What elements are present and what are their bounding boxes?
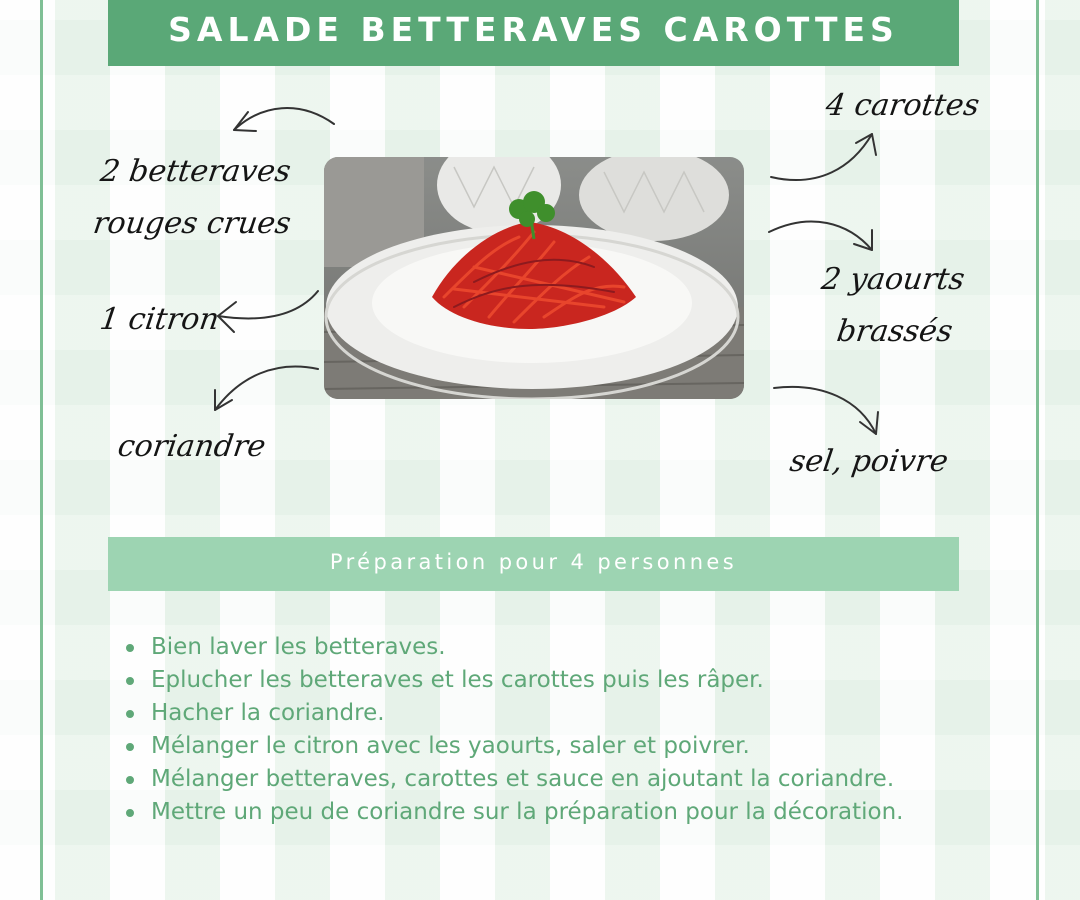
ingredient-betteraves-line1: 2 betteraves bbox=[98, 154, 293, 189]
ingredient-sel-poivre: sel, poivre bbox=[787, 444, 951, 479]
arrow-to-coriandre bbox=[215, 367, 318, 410]
ingredient-carottes: 4 carottes bbox=[823, 88, 982, 123]
salad-photo bbox=[324, 157, 744, 399]
arrow-to-yaourts bbox=[769, 222, 872, 250]
ingredient-yaourts-line2: brassés bbox=[834, 314, 955, 349]
step-item: Hacher la coriandre. bbox=[108, 697, 958, 730]
preparation-title: Préparation pour 4 personnes bbox=[329, 550, 738, 574]
arrow-to-sel-poivre bbox=[774, 387, 878, 434]
ingredient-coriandre: coriandre bbox=[115, 429, 268, 464]
step-item: Mélanger le citron avec les yaourts, saler et poivrer. bbox=[108, 730, 958, 763]
step-item: Bien laver les betteraves. bbox=[108, 631, 958, 664]
ingredient-citron: 1 citron bbox=[97, 302, 222, 337]
arrow-to-carottes bbox=[771, 134, 876, 180]
preparation-steps bbox=[108, 631, 958, 829]
arrow-to-citron bbox=[218, 291, 318, 332]
step-item: Mettre un peu de coriandre sur la préparation pour la décoration. bbox=[108, 796, 958, 829]
arrow-to-betteraves bbox=[234, 108, 334, 131]
step-item: Eplucher les betteraves et les carottes puis les râper. bbox=[108, 664, 958, 697]
ingredient-yaourts-line1: 2 yaourts bbox=[819, 262, 967, 297]
ingredient-betteraves-line2: rouges crues bbox=[90, 206, 294, 241]
recipe-title: SALADE BETTERAVES CAROTTES bbox=[168, 9, 899, 49]
salad-plate-illustration bbox=[324, 157, 744, 399]
preparation-banner bbox=[108, 537, 959, 591]
step-item: Mélanger betteraves, carottes et sauce en ajoutant la coriandre. bbox=[108, 763, 958, 796]
